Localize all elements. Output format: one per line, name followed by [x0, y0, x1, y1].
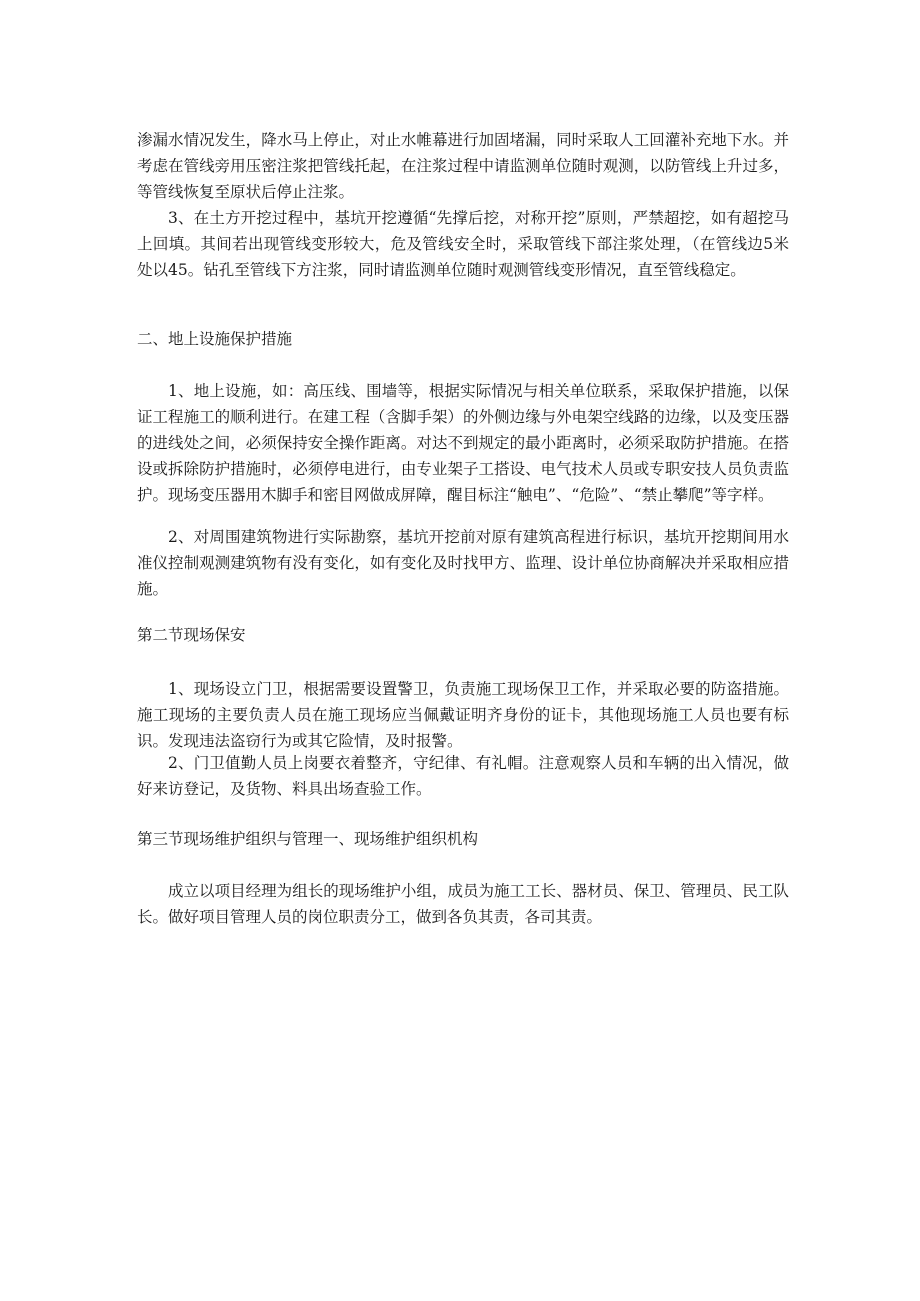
section-heading-site-security: 第二节现场保安: [137, 626, 246, 644]
paragraph-organization: 成立以项目经理为组长的现场维护小组，成员为施工工长、器材员、保卫、管理员、民工队长。做好项目管理人员的岗位职责分工，做到各负其责，各司其责。: [137, 882, 789, 926]
paragraph-above-ground-2: 2、对周围建筑物进行实际勘察，基坑开挖前对原有建筑高程进行标识，基坑开挖期间用水准仪控制观测建筑物有没有变化，如有变化及时找甲方、监理、设计单位协商解决并采取相应措施。: [137, 528, 789, 598]
paragraph-above-ground-1: 1、地上设施，如：高压线、围墙等，根据实际情况与相关单位联系，采取保护措施，以保证工程施工的顺利进行。在建工程（含脚手架）的外侧边缘与外电架空线路的边缘，以及变压器的进线处之间，必须保持安全操作距离。对达不到规定的最小距离时，必须采取防护措施。在搭设或拆除防护措施时，必须停电进行，由专业架子工搭设、电气技术人员或专职安技人员负责监护。现场变压器用木脚手和密目网做成屏障，醒目标注“触电”、“危险”、“禁止攀爬”等字样。: [137, 382, 789, 504]
paragraph-item-3: 3、在土方开挖过程中，基坑开挖遵循“先撑后挖，对称开挖”原则，严禁超挖，如有超挖马上回填。其间若出现管线变形较大，危及管线安全时，采取管线下部注浆处理，（在管线边5米处以45。钻孔至管线下方注浆，同时请监测单位随时观测管线变形情况，直至管线稳定。: [137, 209, 789, 279]
paragraph-security-2: 2、门卫值勤人员上岗要衣着整齐，守纪律、有礼帽。注意观察人员和车辆的出入情况，做好来访登记，及货物、料具出场查验工作。: [137, 754, 789, 798]
paragraph-continuation: 渗漏水情况发生，降水马上停止，对止水帷幕进行加固堵漏，同时采取人工回灌补充地下水。并考虑在管线旁用压密注浆把管线托起，在注浆过程中请监测单位随时观测，以防管线上升过多，等管线恢复至原状后停止注浆。: [137, 131, 789, 201]
paragraph-security-1: 1、现场设立门卫，根据需要设置警卫，负责施工现场保卫工作，并采取必要的防盗措施。施工现场的主要负责人员在施工现场应当佩戴证明齐身份的证卡，其他现场施工人员也要有标识。发现违法盗窃行为或其它险情，及时报警。: [137, 680, 789, 750]
section-heading-above-ground: 二、地上设施保护措施: [137, 330, 293, 348]
section-heading-maintenance-org: 第三节现场维护组织与管理一、现场维护组织机构: [137, 830, 479, 848]
